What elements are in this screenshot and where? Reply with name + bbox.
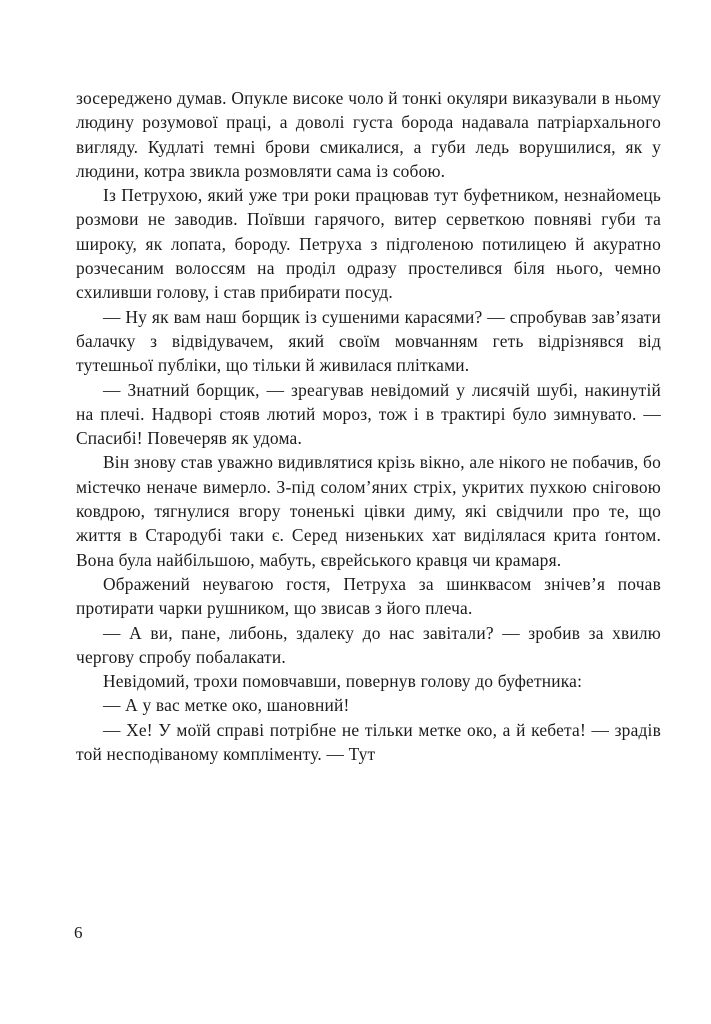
paragraph: — Хе! У моїй справі потрібне не тільки метке око, а й кебета! — зрадів той несподіваному компліменту. — Тут	[76, 719, 661, 765]
page-number: 6	[74, 923, 83, 942]
page-text	[76, 86, 661, 766]
paragraph: — А ви, пане, либонь, здалеку до нас завітали? — зробив за хвилю чергову спробу побалакати.	[76, 622, 661, 667]
paragraph: Ображений неувагою гостя, Петруха за шинквасом знічев’я почав протирати чарки рушником, що звисав з його плеча.	[76, 573, 661, 619]
paragraph: Невідомий, трохи помовчавши, повернув голову до буфетника:	[103, 671, 583, 692]
paragraph: — А у вас метке око, шановний!	[103, 695, 350, 716]
paragraph: Із Петрухою, який уже три роки працював тут буфетником, незнайомець розмови не заводив. Поївши гарячого, витер серветкою повняві губи та широку, як лопата, бороду. Петруха з підголеною потилицею й акуратно розчесаним волоссям на проділ одразу простелився біля нього, чемно схиливши голову, і став прибирати посуд.	[76, 185, 661, 303]
paragraph: Він знову став уважно видивлятися крізь вікно, але нікого не побачив, бо містечко неначе вимерло. З-під солом’яних стріх, укритих пухкою сніговою ковдрою, тягнулися вгору тоненькі цівки диму, які свідчили про те, що життя в Стародубі таки є. Серед низеньких хат виділялася крита ґонтом. Вона була найбільшою, мабуть, єврейського кравця чи крамаря.	[76, 452, 661, 570]
paragraph: зосереджено думав. Опукле високе чоло й тонкі окуляри виказували в ньому людину розумової праці, а доволі густа борода надавала патріархального вигляду. Кудлаті темні брови смикалися, а губи ледь ворушилися, як у людини, котра звикла розмовляти сама із собою.	[76, 88, 661, 181]
paragraph: — Ну як вам наш борщик із сушеними карасями? — спробував зав’язати балачку з відвідувачем, який своїм мовчанням геть відрізнявся від тутешньої публіки, що тільки й живилася плітками.	[76, 306, 661, 376]
paragraph: — Знатний борщик, — зреагував невідомий у лисячій шубі, накинутій на плечі. Надворі стояв лютий мороз, тож і в трактирі було зимнувато. — Спасибі! Повечеряв як удома.	[76, 379, 661, 449]
